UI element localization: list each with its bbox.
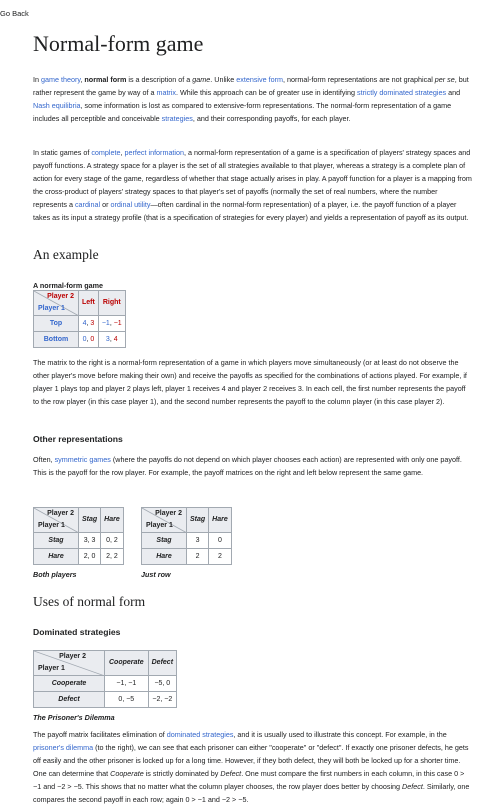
- text-run: , but rather represent the game by way of a: [33, 75, 469, 97]
- inline-link[interactable]: extensive form: [236, 75, 283, 84]
- text-run: In: [33, 75, 41, 84]
- example-paragraph: The matrix to the right is a normal-form representation of a game in which players move simultaneously (or at least do not observe the other player's move before making their own) and receive the payoffs as specified for the combinations of actions played. For example, if player 1 plays top and player 2 plays left, player 1 receives 4 and player 2 receives 3. In each cell, the first number represents the payoff to the row player (in this case player 1), and the second number represents the payoff to the column player (in this case player 2).: [33, 358, 467, 406]
- player-header-cell: [34, 651, 105, 676]
- payoff-cell: 0: [209, 533, 232, 549]
- payoff-cell: 0, 0: [79, 332, 99, 348]
- col-header-defect: Defect: [148, 651, 176, 676]
- payoff-cell: 3, 4: [98, 332, 125, 348]
- payoff-cell: −1, −1: [105, 676, 149, 692]
- col-header-right: Right: [98, 291, 125, 316]
- text-run: , and it is usually used to illustrate this concept. For example, in the: [233, 730, 447, 739]
- inline-link[interactable]: Nash equilibria: [33, 101, 81, 110]
- text-run: , normal-form representations are not graphical: [282, 75, 435, 84]
- row-header-hare: Hare: [34, 549, 79, 565]
- subsection-heading-dominated-strategies: Dominated strategies: [33, 627, 121, 637]
- example-payoff-table: [33, 290, 126, 348]
- inline-link[interactable]: strategies: [161, 114, 193, 123]
- text-run: . While this approach can be of greater use in identifying: [176, 88, 358, 97]
- row-header-stag: Stag: [34, 533, 79, 549]
- player2-label: Player 2: [155, 510, 182, 517]
- dominated-strategies-paragraph: [33, 728, 473, 806]
- text-run: Defect: [220, 769, 242, 778]
- other-representations-paragraph: [33, 453, 473, 479]
- text-run: and: [446, 88, 461, 97]
- payoff-cell: −5, 0: [148, 676, 176, 692]
- payoff-cell: 2: [209, 549, 232, 565]
- inline-link[interactable]: complete: [91, 148, 121, 157]
- player-header-cell: [142, 508, 187, 533]
- page-title: Normal-form game: [33, 31, 204, 56]
- text-run: ,: [120, 148, 125, 157]
- player-header-cell: [34, 508, 79, 533]
- text-run: per se: [434, 75, 455, 84]
- player1-label: Player 1: [38, 305, 65, 312]
- text-run: is a description of a: [126, 75, 193, 84]
- inline-link[interactable]: perfect information: [124, 148, 185, 157]
- inline-link[interactable]: prisoner's dilemma: [33, 743, 94, 752]
- text-run: , and their corresponding payoffs, for each player.: [192, 114, 351, 123]
- payoff-cell: 0, 2: [101, 533, 124, 549]
- text-run: or: [100, 200, 111, 209]
- payoff-cell: 4, 3: [79, 316, 99, 332]
- inline-link[interactable]: matrix: [156, 88, 177, 97]
- text-run: Cooperate: [110, 769, 144, 778]
- inline-link[interactable]: strictly dominated strategies: [357, 88, 447, 97]
- col-header-stag: Stag: [187, 508, 209, 533]
- text-run: , a normal-form representation of a game is a specification of players' strategy spaces and payoff functions. A strategy space for a player is the set of all strategies available to that player, whereas a strategy is a complete plan of action for every stage of the game, regardless of whether that stage actually arises in play. A payoff function for a player is a mapping from the cross-product of players' strategy spaces to that player's set of payoffs (normally the set of real numbers, where the number represents a: [33, 148, 472, 209]
- col-header-hare: Hare: [101, 508, 124, 533]
- text-run: , some information is lost as compared to extensive-form representations. The normal-form representation of a game includes all perceptible and conceivable: [33, 101, 452, 123]
- just-row-table: [141, 507, 232, 565]
- text-run: . Unlike: [210, 75, 237, 84]
- payoff-cell: 3: [187, 533, 209, 549]
- text-run: Often,: [33, 455, 55, 464]
- text-run: —often cardinal in the normal-form representation) of a player, i.e. the payoff function of a player takes as its input a strategy profile (that is a specification of strategies for every player) and yields a representation of payoff as its output.: [33, 200, 469, 222]
- prisoners-dilemma-caption: The Prisoner's Dilemma: [33, 713, 115, 722]
- row-header-defect: Defect: [34, 692, 105, 708]
- payoff-cell: −2, −2: [148, 692, 176, 708]
- row-header-hare: Hare: [142, 549, 187, 565]
- player-header-cell: [34, 291, 79, 316]
- player1-label: Player 1: [38, 522, 65, 529]
- go-back-link[interactable]: Go Back: [0, 9, 29, 18]
- inline-link[interactable]: symmetric games: [54, 455, 111, 464]
- text-run: is strictly dominated by: [143, 769, 221, 778]
- player1-label: Player 1: [146, 522, 173, 529]
- col-header-hare: Hare: [209, 508, 232, 533]
- example-table-caption: A normal-form game: [33, 281, 104, 290]
- text-run: In static games of: [33, 148, 92, 157]
- text-run: Defect: [402, 782, 423, 791]
- payoff-cell: 3, 3: [79, 533, 101, 549]
- section-heading-example: An example: [33, 247, 99, 262]
- text-run: (to the right), we can see that each prisoner can either "cooperate" or "defect". If exactly one prisoner defects, he gets off easily and the other prisoner is locked up for a long time. However, if they both defect, they will both be locked up for a shorter time. One can determine that: [33, 743, 469, 778]
- payoff-cell: 2, 2: [101, 549, 124, 565]
- player2-label: Player 2: [47, 293, 74, 300]
- section-heading-uses: Uses of normal form: [33, 594, 146, 609]
- text-run: (where the payoffs do not depend on which player chooses each action) are represented with only one payoff. This is the payoff for the row player. For example, the payoff matrices on the right and left below represent the same game.: [33, 455, 462, 477]
- col-header-left: Left: [79, 291, 99, 316]
- both-players-caption: Both players: [33, 570, 77, 579]
- intro-paragraph-2: [33, 146, 473, 224]
- text-run: ,: [80, 75, 85, 84]
- col-header-cooperate: Cooperate: [105, 651, 149, 676]
- player1-label: Player 1: [38, 665, 65, 672]
- text-run: The payoff matrix facilitates elimination of: [33, 730, 167, 739]
- col-header-stag: Stag: [79, 508, 101, 533]
- inline-link[interactable]: dominated strategies: [166, 730, 234, 739]
- payoff-cell: 0, −5: [105, 692, 149, 708]
- row-header-stag: Stag: [142, 533, 187, 549]
- payoff-cell: −1, −1: [98, 316, 125, 332]
- prisoners-dilemma-table: [33, 650, 177, 708]
- just-row-caption: Just row: [141, 570, 171, 579]
- both-players-table: [33, 507, 124, 565]
- text-run: . One must compare the first numbers in each column, in this case 0 > −1 and −2 > −5. This shows that no matter what the column player chooses, the row player does better by choosing: [33, 769, 465, 791]
- subsection-heading-other-representations: Other representations: [33, 434, 123, 444]
- row-header-bottom: Bottom: [34, 332, 79, 348]
- inline-link[interactable]: ordinal utility: [110, 200, 151, 209]
- inline-link[interactable]: game theory: [41, 75, 81, 84]
- inline-link[interactable]: cardinal: [74, 200, 101, 209]
- player2-label: Player 2: [59, 653, 86, 660]
- payoff-cell: 2, 0: [79, 549, 101, 565]
- row-header-cooperate: Cooperate: [34, 676, 105, 692]
- player2-label: Player 2: [47, 510, 74, 517]
- text-run: normal form: [84, 75, 127, 84]
- row-header-top: Top: [34, 316, 79, 332]
- payoff-cell: 2: [187, 549, 209, 565]
- intro-paragraph-1: [33, 73, 473, 125]
- text-run: . Similarly, one compares the second payoff in each row; again 0 > −1 and −2 > −5.: [33, 782, 470, 804]
- text-run: game: [192, 75, 211, 84]
